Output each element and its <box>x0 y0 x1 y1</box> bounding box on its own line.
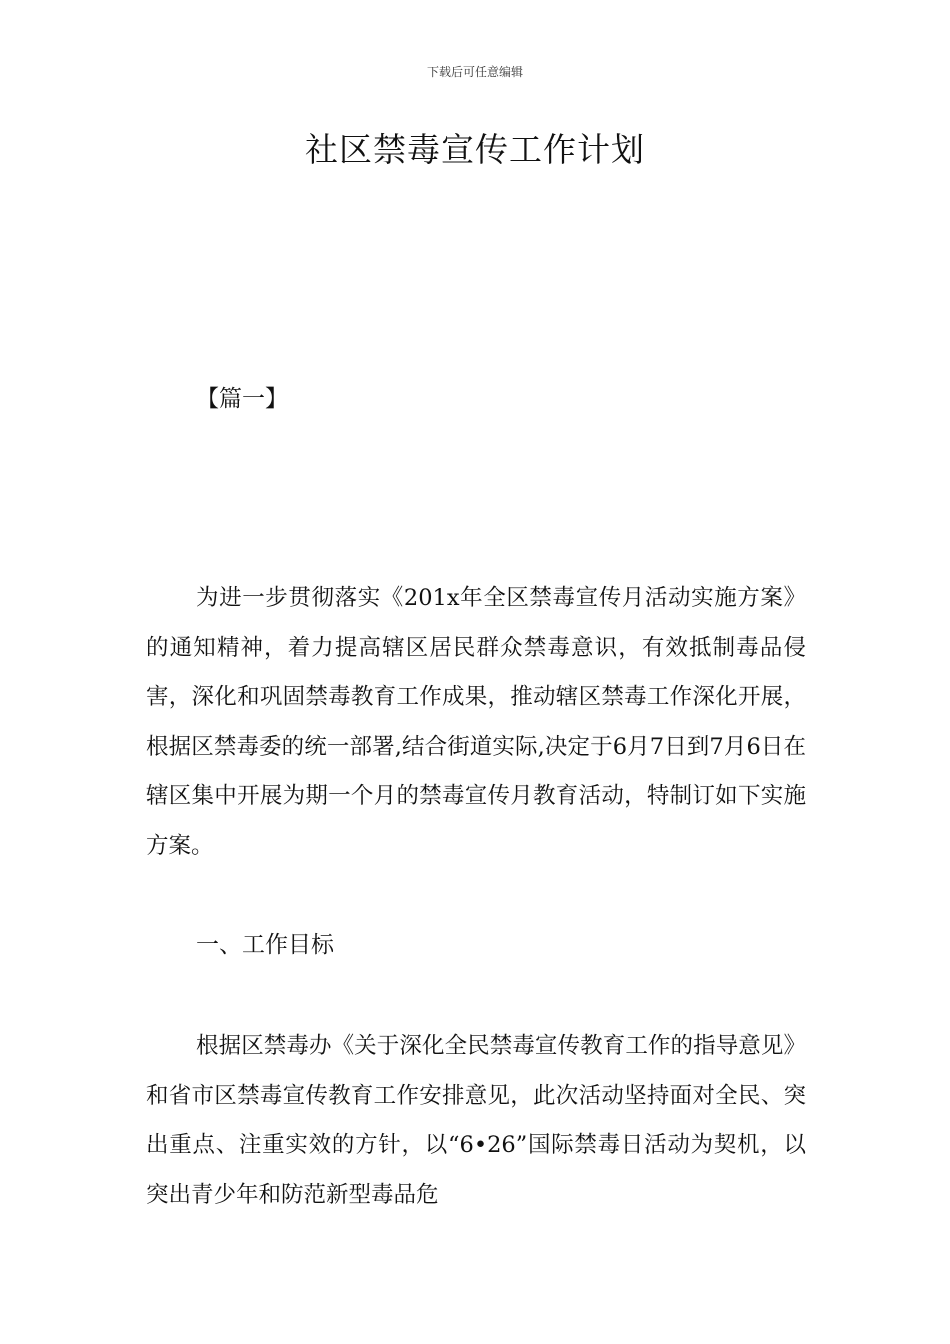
goal-paragraph: 根据区禁毒办《关于深化全民禁毒宣传教育工作的指导意见》和省市区禁毒宣传教育工作安排意见，此次活动坚持面对全民、突出重点、注重实效的方针，以“6•26”国际禁毒日活动为契机，以突出青少年和防范新型毒品危 <box>146 1033 806 1208</box>
page-header-note: 下载后可任意编辑 <box>426 65 523 79</box>
section-tag: 【篇一】 <box>196 386 288 412</box>
goal-heading: 一、工作目标 <box>196 932 334 958</box>
document-title: 社区禁毒宣传工作计划 <box>305 130 645 169</box>
intro-paragraph: 为进一步贯彻落实《201x年全区禁毒宣传月活动实施方案》的通知精神，着力提高辖区居民群众禁毒意识，有效抵制毒品侵害，深化和巩固禁毒教育工作成果，推动辖区禁毒工作深化开展，根据区禁毒委的统一部署,结合街道实际,决定于6月7日到7月6日在辖区集中开展为期一个月的禁毒宣传月教育活动，特制订如下实施方案。 <box>146 585 806 859</box>
